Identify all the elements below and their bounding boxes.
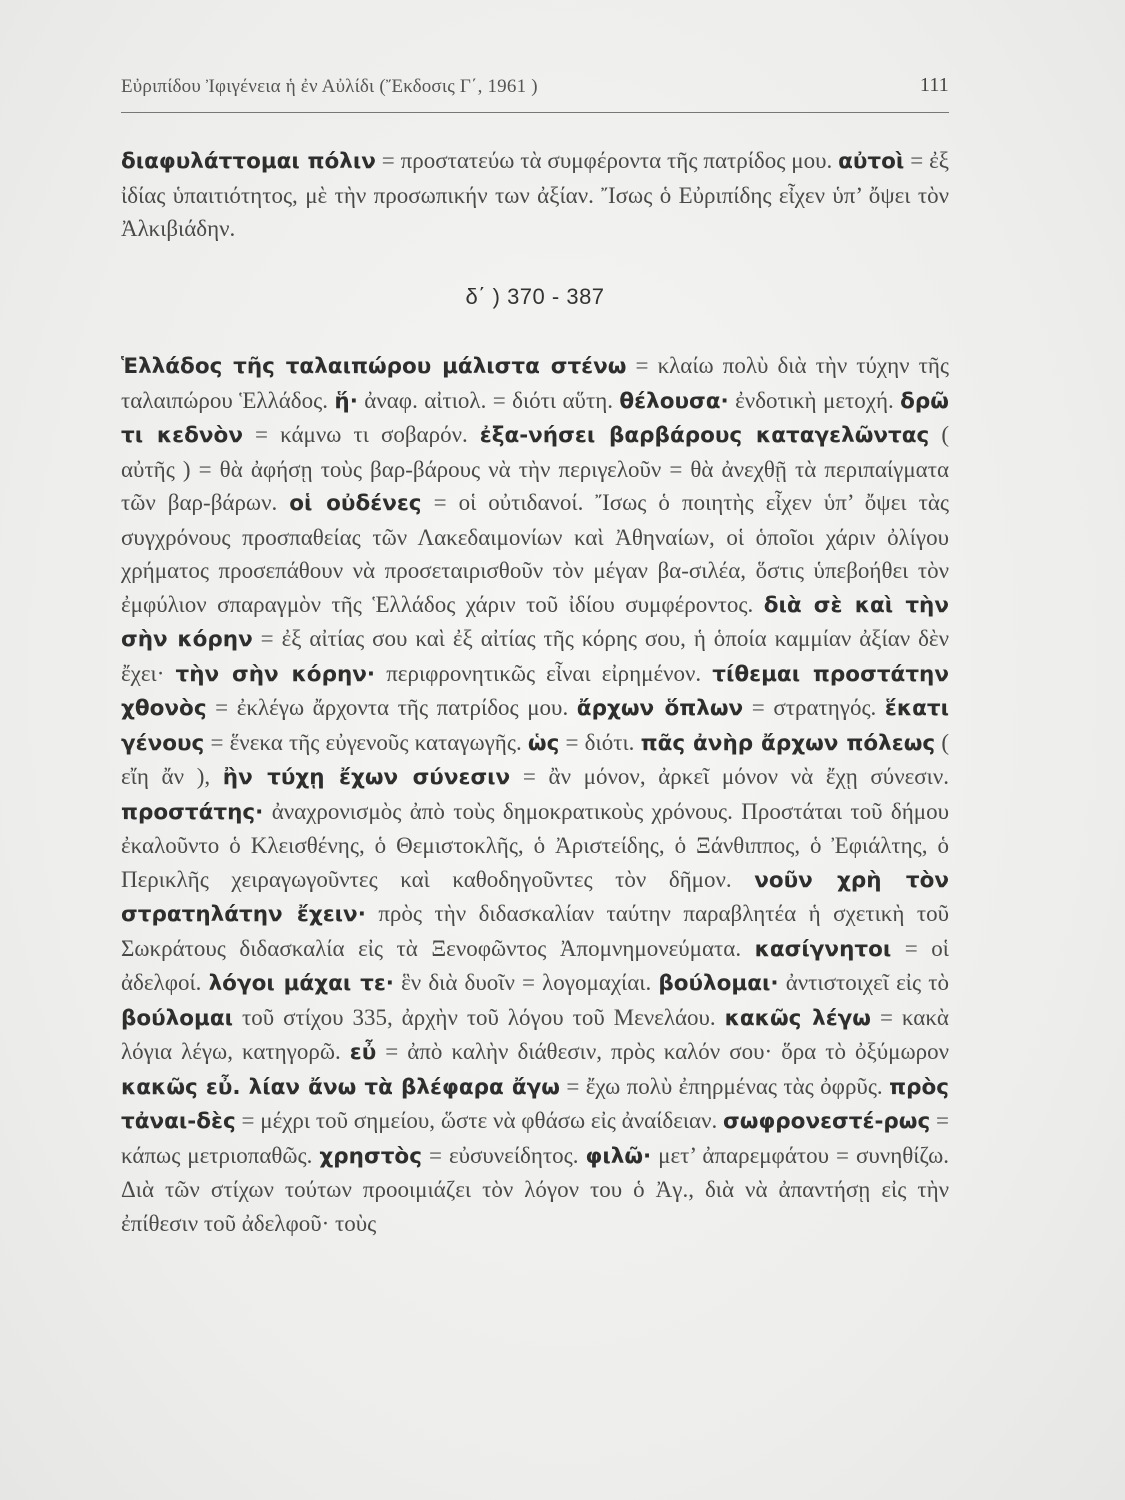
lemma: οἱ οὐδένες: [289, 491, 422, 516]
section-heading: δ΄ ) 370 - 387: [465, 283, 605, 309]
gloss-text: περιφρονητικῶς εἶναι εἰρημένον.: [375, 660, 713, 686]
lemma: ἕκατι γένους: [121, 696, 950, 756]
gloss-text: = οἱ ἀδελφοί.: [121, 935, 949, 995]
gloss-text: = εὐσυνείδητος.: [421, 1142, 586, 1168]
gloss-text: = στρατηγός.: [743, 695, 885, 720]
commentary-body: [121, 144, 949, 1240]
paragraph-lemmata-2: [121, 349, 949, 1240]
lemma: λόγοι μάχαι τε·: [208, 971, 394, 996]
gloss-text: = κάμνω τι σοβαρόν.: [242, 422, 480, 447]
gloss-text: = προστατεύω τὰ συμφέροντα τῆς πατρίδος μου.: [375, 148, 839, 173]
gloss-text: = οἱ οὐτιδανοί. Ἴσως ὁ ποιητὴς εἶχεν ὑπ’ ὄψει τὰς συγχρόνους προσπαθείας τῶν Λακεδαιμονίων καὶ Ἀθηναίων, οἱ ὁποῖοι χάριν ὀλίγου χρήματος προσεπάθουν νὰ προσεταιρισθοῦν τὸν μέγαν βα-σιλέα, ὅστις ὑπεβοήθει τὸν ἐμφύλιον σπαραγμὸν τῆς Ἑλλάδος χάριν τοῦ ἰδίου συμφέροντος.: [121, 490, 949, 617]
gloss-text: = διότι.: [559, 729, 641, 755]
gloss-text: ἓν διὰ δυοῖν = λογομαχίαι.: [393, 970, 659, 995]
page-number: 111: [919, 74, 949, 96]
gloss-text: ἀναφ. αἰτιολ. = διότι αὕτη.: [357, 387, 620, 413]
gloss-text: = μέχρι τοῦ σημείου, ὥστε νὰ φθάσω εἰς ἀναίδειαν.: [235, 1108, 724, 1133]
lemma: αὐτοὶ: [838, 149, 905, 174]
gloss-text: = ἐξ ἰδίας ὑπαιτιότητος, μὲ τὴν προσωπικήν των ἀξίαν. Ἴσως ὁ Εὐριπίδης εἶχεν ὑπ’ ὄψει τὸν Ἀλκιβιάδην.: [121, 148, 949, 241]
lemma: Ἑλλάδος τῆς ταλαιπώρου μάλιστα στένω: [121, 354, 627, 379]
lemma: ὡς: [527, 730, 560, 756]
gloss-text: πρὸς τὴν διδασκαλίαν ταύτην παραβλητέα ἡ σχετικὴ τοῦ Σωκράτους διδασκαλία εἰς τὰ Ξενοφῶντος Ἀπομνημονεύματα.: [121, 901, 949, 961]
lemma: πρὸς τἀναι-δὲς: [121, 1074, 949, 1134]
lemma: ἐξα-νήσει βαρβάρους καταγελῶντας: [479, 423, 930, 448]
gloss-text: = ἔχω πολὺ ἐπηρμένας τὰς ὀφρῦς.: [559, 1073, 890, 1099]
lemma: κασίγνητοι: [754, 936, 892, 962]
lemma: τίθεμαι προστάτην χθονὸς: [121, 661, 949, 721]
lemma: κακῶς εὖ. λίαν ἄνω τὰ βλέφαρα ἄγω: [121, 1074, 560, 1100]
lemma: προστάτης·: [121, 799, 264, 825]
lemma: σωφρονεστέ-ρως: [723, 1109, 931, 1134]
lemma: τὴν σὴν κόρην·: [175, 661, 376, 687]
lemma: εὖ: [349, 1040, 377, 1065]
gloss-text: ἀναχρονισμὸς ἀπὸ τοὺς δημοκρατικοὺς χρόνους. Προστάται τοῦ δήμου ἐκαλοῦντο ὁ Κλεισθένης, ὁ Θεμιστοκλῆς, ὁ Ἀριστείδης, ὁ Ξάνθιππος, ὁ Ἐφιάλτης, ὁ Περικλῆς χειραγωγοῦντες καὶ καθοδηγοῦντες τὸν δῆμον.: [121, 798, 949, 892]
gloss-text: ἀντιστοιχεῖ εἰς τὸ: [778, 970, 949, 995]
gloss-text: = ἕνεκα τῆς εὐγενοῦς καταγωγῆς.: [204, 729, 528, 755]
lemma: διὰ σὲ καὶ τὴν σὴν κόρην: [121, 592, 949, 652]
lemma: ἢν τύχῃ ἔχων σύνεσιν: [222, 765, 511, 790]
gloss-text: = κλαίω πολὺ διὰ τὴν τύχην τῆς ταλαιπώρου Ἑλλάδος.: [121, 353, 949, 413]
gloss-text: μετ’ ἀπαρεμφάτου = συνηθίζω. Διὰ τῶν στίχων τούτων προοιμιάζει τὸν λόγον του ὁ Ἀγ., διὰ νὰ ἀπαντήσῃ εἰς τὴν ἐπίθεσιν τοῦ ἀδελφοῦ· τοὺς: [121, 1142, 950, 1236]
gloss-text: = κάπως μετριοπαθῶς.: [121, 1108, 949, 1168]
lemma: ἥ·: [334, 388, 358, 414]
running-header: [121, 76, 949, 108]
lemma: ἄρχων ὅπλων: [576, 696, 744, 721]
lemma: θέλουσα·: [619, 388, 729, 414]
gloss-text: = ἐξ αἰτίας σου καὶ ἐξ αἰτίας τῆς κόρης σου, ἡ ὁποία καμμίαν ἀξίαν δὲν ἔχει·: [121, 626, 949, 686]
gloss-text: ἐνδοτικὴ μετοχή.: [728, 387, 901, 413]
lemma: βούλομαι·: [658, 971, 779, 996]
lemma: νοῦν χρὴ τὸν στρατηλάτην ἔχειν·: [121, 867, 949, 927]
lemma: φιλῶ·: [585, 1143, 652, 1169]
lemma: κακῶς λέγω: [724, 1005, 871, 1031]
lemma: βούλομαι: [121, 1005, 234, 1031]
gloss-text: ( αὐτῆς ) = θὰ ἀφήσῃ τοὺς βαρ-βάρους νὰ τὴν περιγελοῦν = θὰ ἀνεχθῇ τὰ περιπαίγματα τῶν βαρ-βάρων.: [121, 422, 949, 515]
gloss-text: ( εἴη ἄν ),: [121, 729, 949, 789]
lemma: δρῶ τι κεδνὸν: [121, 388, 949, 448]
gloss-text: = ἂν μόνον, ἀρκεῖ μόνον νὰ ἔχῃ σύνεσιν.: [510, 764, 949, 789]
paragraph-lemmata-1: [121, 144, 949, 246]
lemma: διαφυλάττομαι πόλιν: [121, 149, 376, 174]
gloss-text: = κακὰ λόγια λέγω, κατηγορῶ.: [121, 1004, 949, 1064]
running-title: Εὐριπίδου Ἰφιγένεια ἡ ἐν Αὐλίδι (Ἔκδοσις Γ΄, 1961 ): [121, 76, 538, 97]
gloss-text: = ἐκλέγω ἄρχοντα τῆς πατρίδος μου.: [206, 695, 577, 720]
header-rule: [121, 112, 949, 113]
gloss-text: = ἀπὸ καλὴν διάθεσιν, πρὸς καλόν σου· ὅρα τὸ ὀξύμωρον: [376, 1039, 950, 1064]
lemma: πᾶς ἀνὴρ ἄρχων πόλεως: [640, 730, 936, 756]
gloss-text: τοῦ στίχου 335, ἀρχὴν τοῦ λόγου τοῦ Μενελάου.: [233, 1004, 725, 1030]
lemma: χρηστὸς: [319, 1143, 422, 1169]
